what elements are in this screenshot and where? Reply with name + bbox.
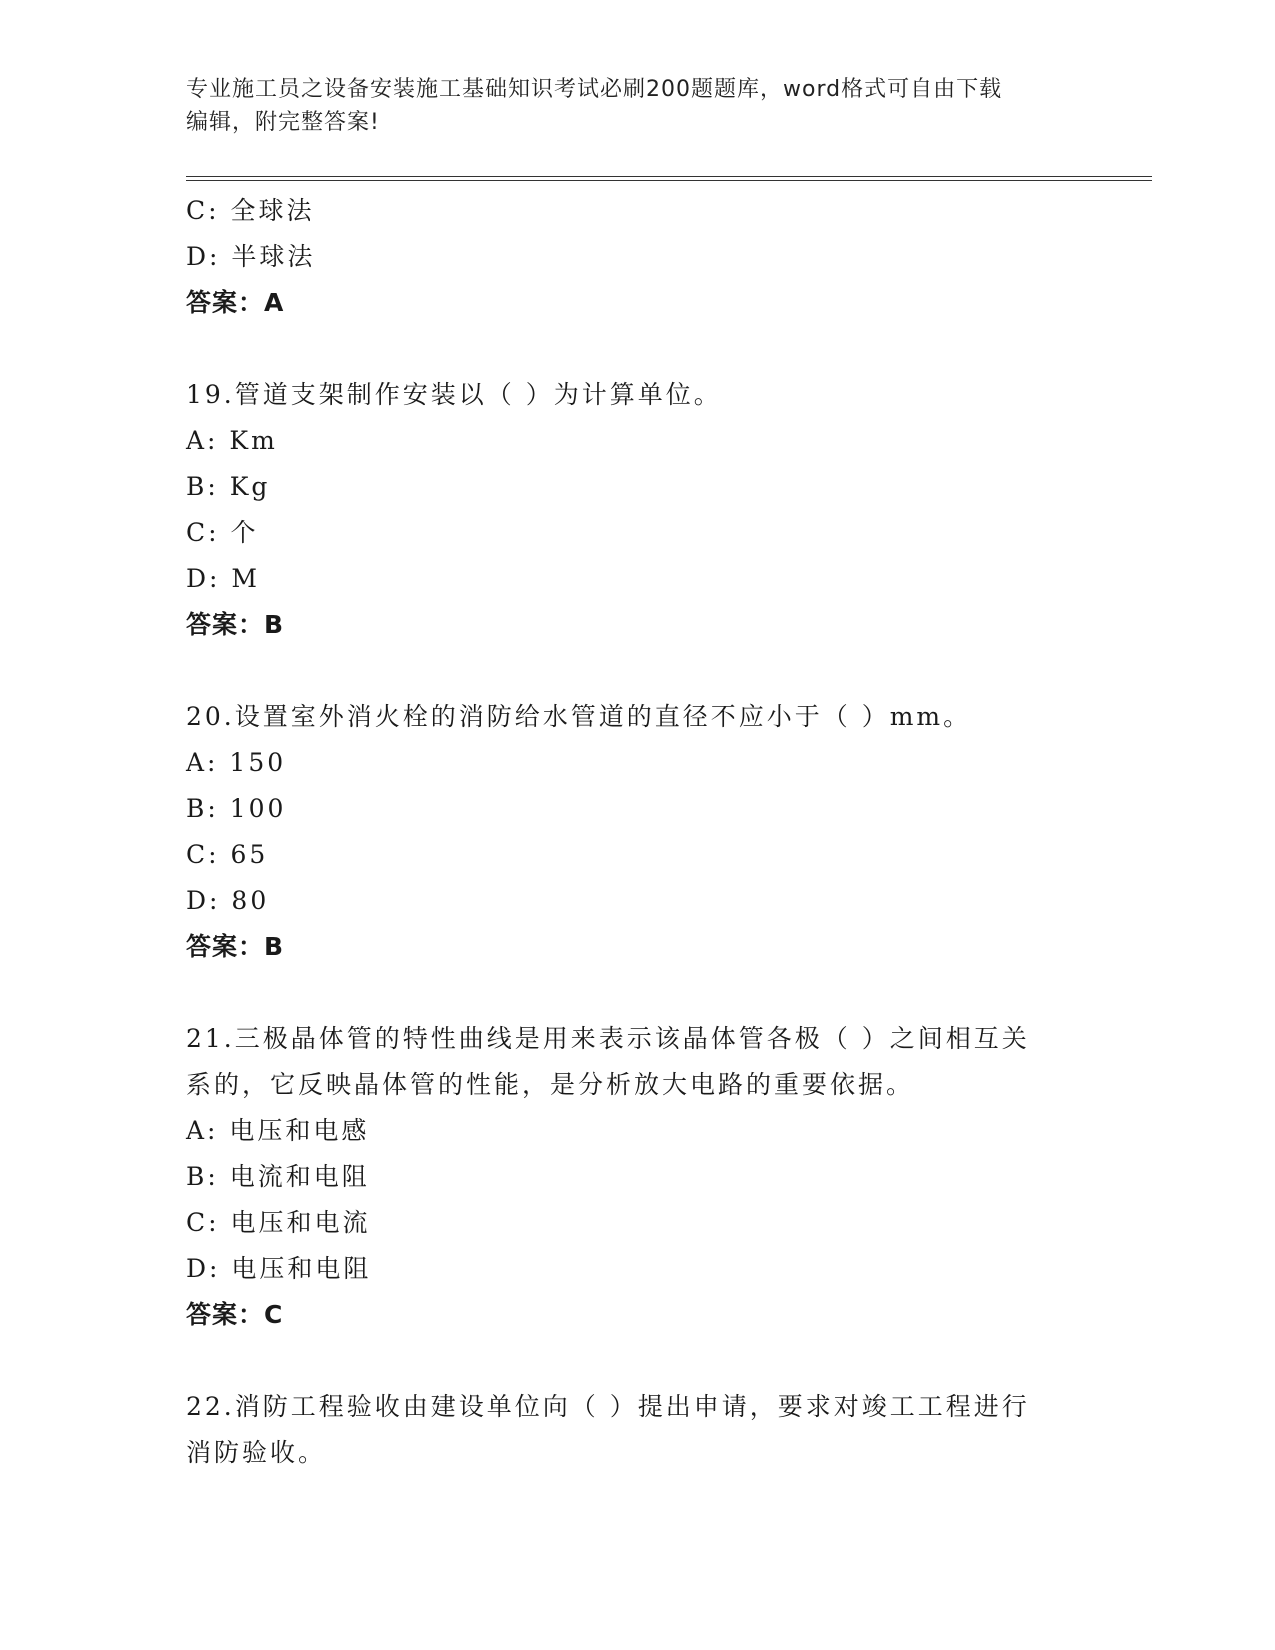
option-c: C: 全球法	[186, 196, 315, 225]
question-text-line-2: 系的，它反映晶体管的性能，是分析放大电路的重要依据。	[186, 1070, 915, 1099]
spacer	[186, 648, 1066, 694]
question-text: 20.设置室外消火栓的消防给水管道的直径不应小于（ ）mm。	[186, 702, 972, 731]
question-22	[186, 1384, 1066, 1476]
question-text: 19.管道支架制作安装以（ ）为计算单位。	[186, 380, 722, 409]
question-18-tail	[186, 188, 1066, 326]
header-line-1: 专业施工员之设备安装施工基础知识考试必刷200题题库，word格式可自由下载	[186, 77, 1003, 102]
question-text-line-2: 消防验收。	[186, 1438, 327, 1467]
option-d: D: M	[186, 564, 261, 593]
option-d: D: 半球法	[186, 242, 316, 271]
option-d: D: 电压和电阻	[186, 1254, 372, 1283]
option-b: B: Kg	[186, 472, 271, 501]
option-d: D: 80	[186, 886, 270, 915]
spacer	[186, 970, 1066, 1016]
option-a: A: 150	[186, 748, 287, 777]
question-text-line-1: 22.消防工程验收由建设单位向（ ）提出申请，要求对竣工工程进行	[186, 1392, 1030, 1421]
answer: 答案：A	[186, 288, 285, 317]
question-20	[186, 694, 1066, 970]
question-text-line-1: 21.三极晶体管的特性曲线是用来表示该晶体管各极（ ）之间相互关	[186, 1024, 1030, 1053]
option-a: A: Km	[186, 426, 278, 455]
question-list	[186, 188, 1066, 1476]
option-b: B: 100	[186, 794, 287, 823]
header-divider	[186, 176, 1152, 181]
spacer	[186, 326, 1066, 372]
spacer	[186, 1338, 1066, 1384]
header-line-2: 编辑，附完整答案!	[186, 110, 380, 135]
question-19	[186, 372, 1066, 648]
answer: 答案：B	[186, 610, 285, 639]
document-header	[186, 73, 1086, 139]
question-21	[186, 1016, 1066, 1338]
option-c: C: 65	[186, 840, 269, 869]
option-a: A: 电压和电感	[186, 1116, 370, 1145]
option-b: B: 电流和电阻	[186, 1162, 370, 1191]
answer: 答案：B	[186, 932, 285, 961]
option-c: C: 电压和电流	[186, 1208, 371, 1237]
answer: 答案：C	[186, 1300, 284, 1329]
option-c: C: 个	[186, 518, 259, 547]
